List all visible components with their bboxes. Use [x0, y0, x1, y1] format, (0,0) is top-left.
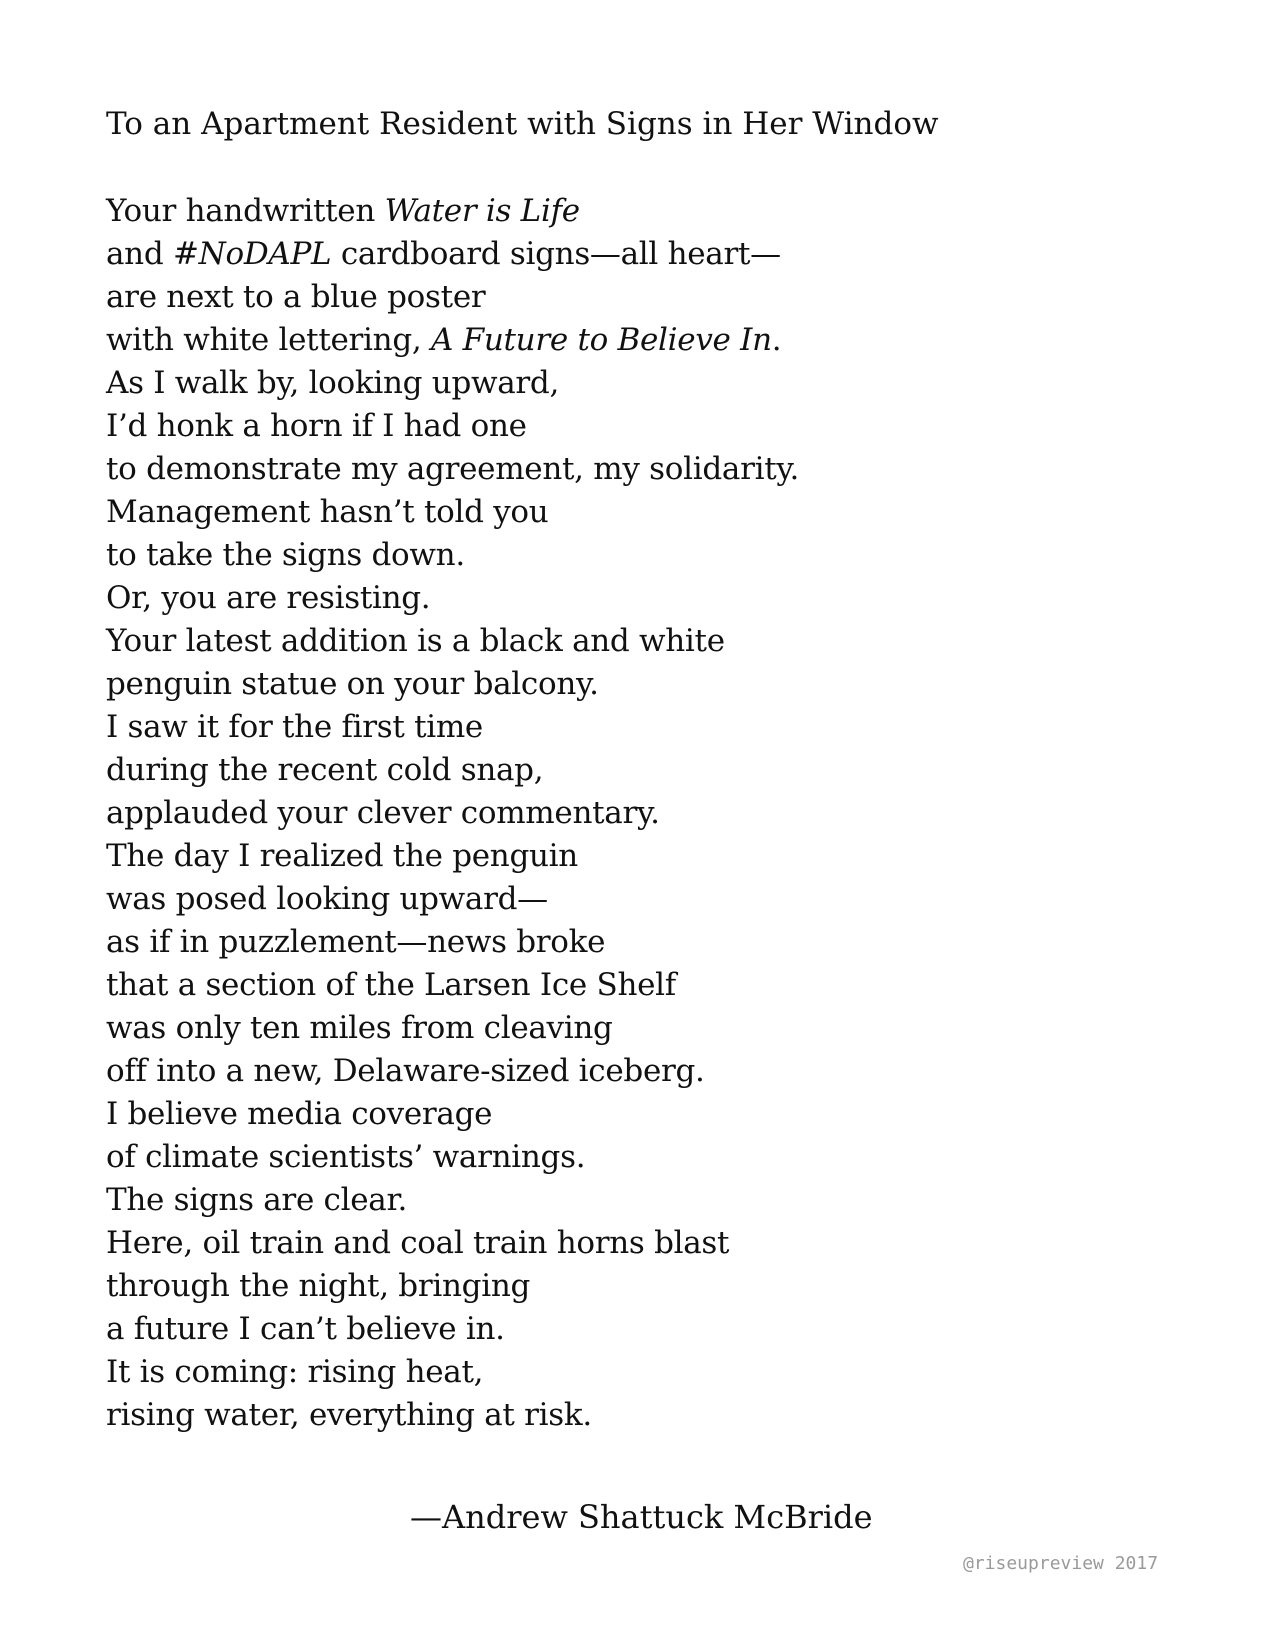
- line-text: I saw it for the first time: [106, 709, 483, 745]
- poem-line: [106, 405, 799, 448]
- poem-body: [106, 190, 799, 1437]
- poem-line: [106, 1222, 799, 1265]
- poem-line: [106, 577, 799, 620]
- poem-line: [106, 1093, 799, 1136]
- line-text: Here, oil train and coal train horns blast: [106, 1225, 730, 1261]
- poem-line: [106, 1179, 799, 1222]
- line-text: penguin statue on your balcony.: [106, 666, 599, 702]
- poem-line: [106, 1007, 799, 1050]
- line-text: are next to a blue poster: [106, 279, 486, 315]
- italic-phrase: Water is Life: [384, 193, 580, 229]
- poem-line: [106, 276, 799, 319]
- poem-title: To an Apartment Resident with Signs in Her Window: [106, 106, 939, 142]
- poem-line: [106, 706, 799, 749]
- italic-phrase: #NoDAPL: [172, 236, 332, 272]
- line-text: that a section of the Larsen Ice Shelf: [106, 967, 676, 1003]
- poem-line: [106, 491, 799, 534]
- poem-line: [106, 1351, 799, 1394]
- line-text: It is coming: rising heat,: [106, 1354, 484, 1390]
- line-text: Or, you are resisting.: [106, 580, 431, 616]
- line-text: as if in puzzlement—news broke: [106, 924, 606, 960]
- line-text: The signs are clear.: [106, 1182, 408, 1218]
- poem-line: [106, 792, 799, 835]
- poem-line: [106, 1050, 799, 1093]
- poem-line: [106, 620, 799, 663]
- poem-line: [106, 964, 799, 1007]
- line-text: I believe media coverage: [106, 1096, 493, 1132]
- line-text: was only ten miles from cleaving: [106, 1010, 613, 1046]
- line-text: I’d honk a horn if I had one: [106, 408, 527, 444]
- poem-line: [106, 749, 799, 792]
- poem-line: [106, 1136, 799, 1179]
- poem-line: [106, 1308, 799, 1351]
- line-text: Your handwritten: [106, 193, 385, 229]
- poem-line: [106, 878, 799, 921]
- line-text: to take the signs down.: [106, 537, 465, 573]
- poem-line: [106, 835, 799, 878]
- poem-line: [106, 233, 799, 276]
- poem-line: [106, 1394, 799, 1437]
- poem-line: [106, 663, 799, 706]
- italic-phrase: A Future to Believe In: [430, 322, 772, 358]
- poem-line: [106, 1265, 799, 1308]
- poem-line: [106, 319, 799, 362]
- line-text: during the recent cold snap,: [106, 752, 544, 788]
- line-text: off into a new, Delaware-sized iceberg.: [106, 1053, 705, 1089]
- line-text: .: [771, 322, 782, 358]
- poem-line: [106, 362, 799, 405]
- line-text: and: [106, 236, 173, 272]
- line-text: applauded your clever commentary.: [106, 795, 660, 831]
- poem-line: [106, 190, 799, 233]
- line-text: with white lettering,: [106, 322, 431, 358]
- line-text: Management hasn’t told you: [106, 494, 549, 530]
- author-signature: —Andrew Shattuck McBride: [410, 1498, 873, 1536]
- poem-line: [106, 921, 799, 964]
- line-text: was posed looking upward—: [106, 881, 548, 917]
- poem-line: [106, 534, 799, 577]
- line-text: rising water, everything at risk.: [106, 1397, 592, 1433]
- line-text: through the night, bringing: [106, 1268, 531, 1304]
- line-text: cardboard signs—all heart—: [331, 236, 781, 272]
- copyright-watermark: @riseupreview 2017: [963, 1553, 1159, 1574]
- line-text: The day I realized the penguin: [106, 838, 578, 874]
- line-text: of climate scientists’ warnings.: [106, 1139, 586, 1175]
- poem-line: [106, 448, 799, 491]
- line-text: Your latest addition is a black and white: [106, 623, 725, 659]
- line-text: a future I can’t believe in.: [106, 1311, 505, 1347]
- line-text: As I walk by, looking upward,: [106, 365, 560, 401]
- line-text: to demonstrate my agreement, my solidarity.: [106, 451, 800, 487]
